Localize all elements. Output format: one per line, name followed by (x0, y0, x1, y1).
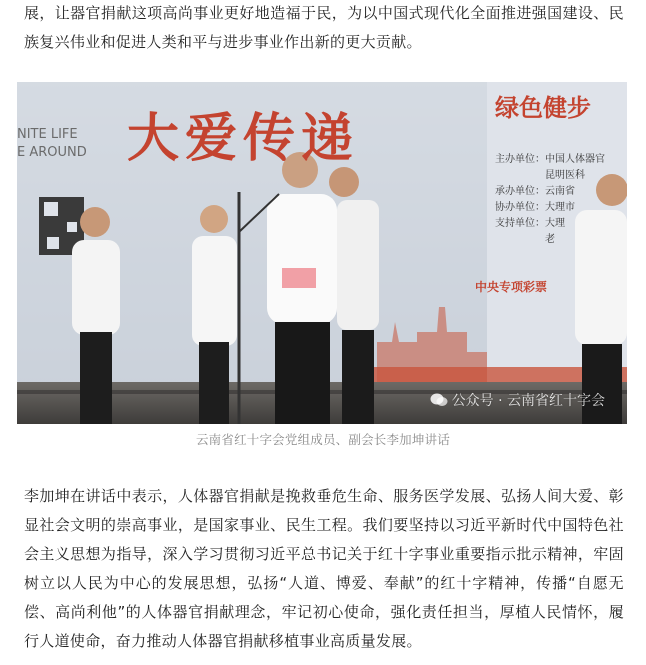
organizer-list (495, 152, 625, 248)
organizer-line: 支持单位：大理 (495, 218, 565, 229)
banner-bottom: 中央专项彩票 (475, 280, 548, 294)
watermark (430, 390, 605, 410)
photo-caption: 云南省红十字会党组成员、副会长李加坤讲话 (195, 432, 450, 447)
organizer-line: 昆明医科 (545, 170, 585, 181)
watermark-text: 公众号 · 云南省红十字会 (451, 393, 605, 409)
banner-english: NITE LIFE E AROUND (17, 127, 87, 160)
article-paragraph: 展，让器官捐献这项高尚事业更好地造福于民，为以中国式现代化全面推进强国建设、民族复兴伟业和促进人类和平与进步事业作出新的更大贡献。 (24, 4, 624, 51)
organizer-line: 主办单位：中国人体器官 (495, 154, 605, 165)
banner-title: 大爱传递 (127, 108, 360, 169)
article-paragraph: 李加坤在讲话中表示，人体器官捐献是挽救垂危生命、服务医学发展、弘扬人间大爱、彰显社会文明的崇高事业，是国家事业、民生工程。我们要坚持以习近平新时代中国特色社会主义思想为指导，深入学习贯彻习近平总书记关于红十字事业重要指示批示精神，牢固树立以人民为中心的发展思想，弘扬“人道、博爱、奉献”的红十字精神，传播“自愿无偿、高尚利他”的人体器官捐献理念，牢记初心使命，强化责任担当，厚植人民情怀，履行人道使命，奋力推动人体器官捐献移植事业高质量发展。 (24, 487, 624, 650)
organizer-line: 老 (545, 234, 555, 245)
organizer-line: 协办单位：大理市 (495, 202, 575, 213)
event-photo (17, 82, 627, 424)
organizer-line: 承办单位：云南省 (495, 186, 575, 197)
wechat-icon (430, 393, 448, 407)
banner-subtitle: 绿色健步 (495, 94, 591, 122)
